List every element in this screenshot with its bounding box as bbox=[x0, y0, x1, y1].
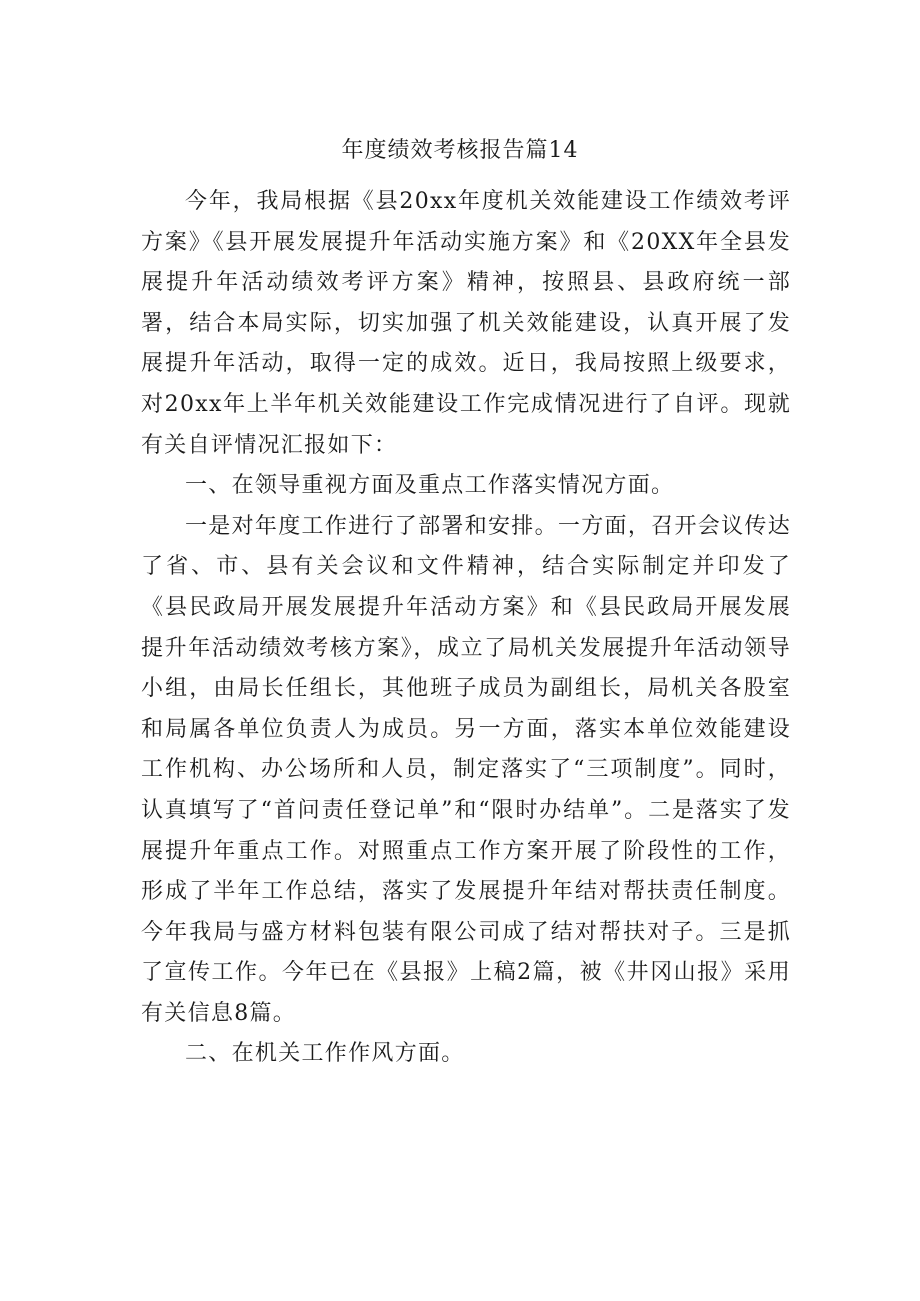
document-body bbox=[141, 182, 791, 1075]
paragraph-work-arrangement: 一是对年度工作进行了部署和安排。一方面，召开会议传达了省、市、县有关会议和文件精神，结合实际制定并印发了《县民政局开展发展提升年活动方案》和《县民政局开展发展提升年活动绩效考核方案》，成立了局机关发展提升年活动领导小组，由局长任组长，其他班子成员为副组长，局机关各股室和局属各单位负责人为成员。另一方面，落实本单位效能建设工作机构、办公场所和人员，制定落实了“三项制度”。同时，认真填写了“首问责任登记单”和“限时办结单”。二是落实了发展提升年重点工作。对照重点工作方案开展了阶段性的工作，形成了半年工作总结，落实了发展提升年结对帮扶责任制度。今年我局与盛方材料包装有限公司成了结对帮扶对子。三是抓了宣传工作。今年已在《县报》上稿2篇，被《井冈山报》采用有关信息8篇。 bbox=[141, 513, 791, 1026]
paragraph-intro: 今年，我局根据《县20xx年度机关效能建设工作绩效考评方案》《县开展发展提升年活动实施方案》和《20XX年全县发展提升年活动绩效考评方案》精神，按照县、县政府统一部署，结合本局实际，切实加强了机关效能建设，认真开展了发展提升年活动，取得一定的成效。近日，我局按照上级要求，对20xx年上半年机关效能建设工作完成情况进行了自评。现就有关自评情况汇报如下： bbox=[141, 189, 791, 458]
document-title: 年度绩效考核报告篇14 bbox=[341, 138, 579, 163]
section-heading-1: 一、在领导重视方面及重点工作落实情况方面。 bbox=[185, 473, 675, 499]
section-heading-2: 二、在机关工作作风方面。 bbox=[185, 1041, 465, 1067]
